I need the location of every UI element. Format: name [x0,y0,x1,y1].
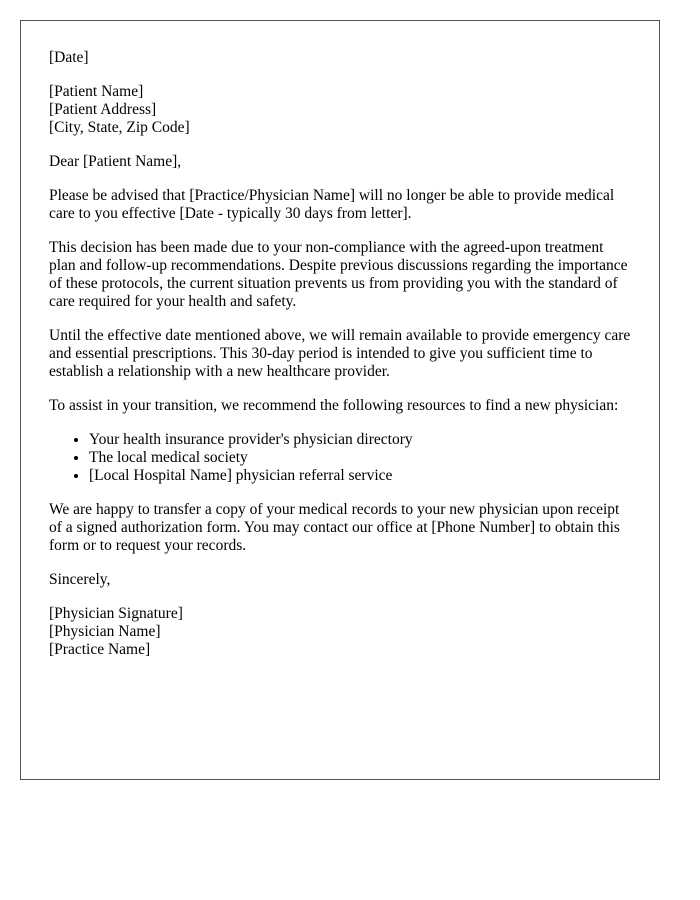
signature-block [49,605,631,659]
paragraph-text: We are happy to transfer a copy of your medical records to your new physician upon receipt of a signed authorization form. You may contact our office at [Phone Number] to obtain this form or to request your records. [49,501,620,554]
letter-date [49,49,631,67]
recipient-address: [Patient Address] [49,101,157,118]
recipient-address-block [49,83,631,137]
physician-signature: [Physician Signature] [49,605,183,622]
closing [49,571,631,589]
list-item: • The local medical society [89,449,631,467]
salutation-text: Dear [Patient Name], [49,153,182,170]
letter-page [20,20,660,780]
closing-text: Sincerely, [49,571,111,588]
resources-list [49,431,631,485]
paragraph-transition-intro [49,397,631,415]
paragraph-medical-records [49,501,631,555]
salutation [49,153,631,171]
physician-name: [Physician Name] [49,623,161,640]
practice-name: [Practice Name] [49,641,151,658]
list-item: • [Local Hospital Name] physician referral service [89,467,631,485]
paragraph-termination-notice [49,187,631,223]
date-text: [Date] [49,49,89,66]
paragraph-text: Please be advised that [Practice/Physician Name] will no longer be able to provide medical care to you effective [Date - typically 30 days from letter]. [49,187,615,222]
paragraph-text: Until the effective date mentioned above, we will remain available to provide emergency care and essential prescriptions. This 30-day period is intended to give you sufficient time to establish a relationship with a new healthcare provider. [49,327,631,380]
paragraph-text: This decision has been made due to your non-compliance with the agreed-upon treatment plan and follow-up recommendations. Despite previous discussions regarding the importance of these protocols, the current situation prevents us from providing you with the standard of care required for your health and safety. [49,239,628,310]
list-item: • Your health insurance provider's physician directory [89,431,631,449]
paragraph-text: To assist in your transition, we recommend the following resources to find a new physician: [49,397,619,414]
paragraph-reason [49,239,631,311]
recipient-name: [Patient Name] [49,83,144,100]
recipient-city-state-zip: [City, State, Zip Code] [49,119,190,136]
paragraph-interim-care [49,327,631,381]
